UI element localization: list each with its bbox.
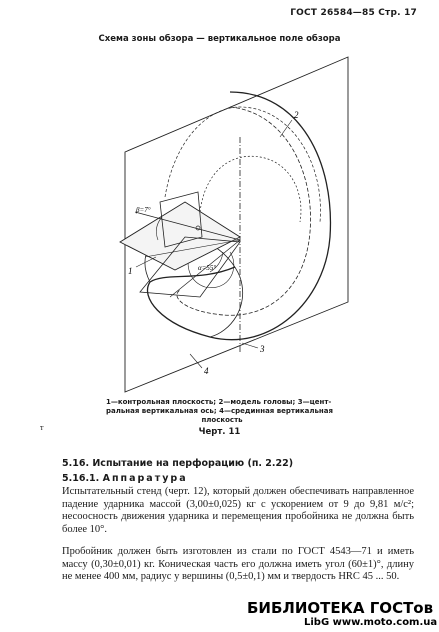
callout-3-leader	[242, 343, 258, 348]
angle-label-beta: β=7°	[136, 206, 151, 214]
caption-line-2: ральная вертикальная ось; 4—срединная вертикальная	[106, 407, 333, 415]
angle-label-alpha: α=55°	[198, 264, 217, 272]
paragraph-apparatus: Испытательный стенд (черт. 12), который должен обеспечивать направленное падение ударника массой (3,00±0,025) кг с ускорением от 9 до 9,81 м/с²; несоосность движения ударника и перемещения пробойника не должна быть более 10°.	[62, 486, 414, 536]
callout-4: 4	[204, 366, 209, 376]
watermark-url[interactable]: LibG www.moto.com.ua	[304, 617, 438, 628]
caption-line-3: плоскость	[201, 416, 243, 424]
watermark-title: БИБЛИОТЕКА ГОСТов	[247, 599, 434, 617]
callout-1-leader	[136, 257, 156, 267]
section-heading: 5.16. Испытание на перфорацию (п. 2.22)	[62, 458, 294, 469]
subsection-title: Аппаратура	[102, 473, 188, 484]
inner-dashed-arc	[200, 156, 301, 222]
paragraph-punch: Пробойник должен быть изготовлен из стали по ГОСТ 4543—71 и иметь массу (0,30±0,01) кг. Коническая часть его должна иметь угол (60±1)°, длину не менее 400 мм, радиус у вершины (0,5±0,1) мм и твердость HRC 45 ... 50.	[62, 546, 414, 583]
callout-2: 2	[294, 110, 299, 120]
figure-caption	[106, 398, 338, 425]
callout-2-leader	[280, 120, 292, 137]
figure-number: Черт. 11	[198, 427, 241, 437]
caption-line-1: 1—контрольная плоскость; 2—модель головы; 3—цент-	[106, 398, 332, 406]
subsection-heading	[62, 473, 188, 484]
page-header: ГОСТ 26584—85 Стр. 17	[290, 8, 417, 18]
view-zone-diagram	[90, 52, 355, 397]
callout-1: 1	[128, 266, 133, 276]
subsection-number: 5.16.1.	[62, 473, 100, 484]
margin-mark: т	[40, 423, 44, 432]
callout-3: 3	[260, 344, 265, 354]
callout-4-leader	[190, 354, 202, 368]
figure-title: Схема зоны обзора — вертикальное поле обзора	[98, 34, 341, 44]
